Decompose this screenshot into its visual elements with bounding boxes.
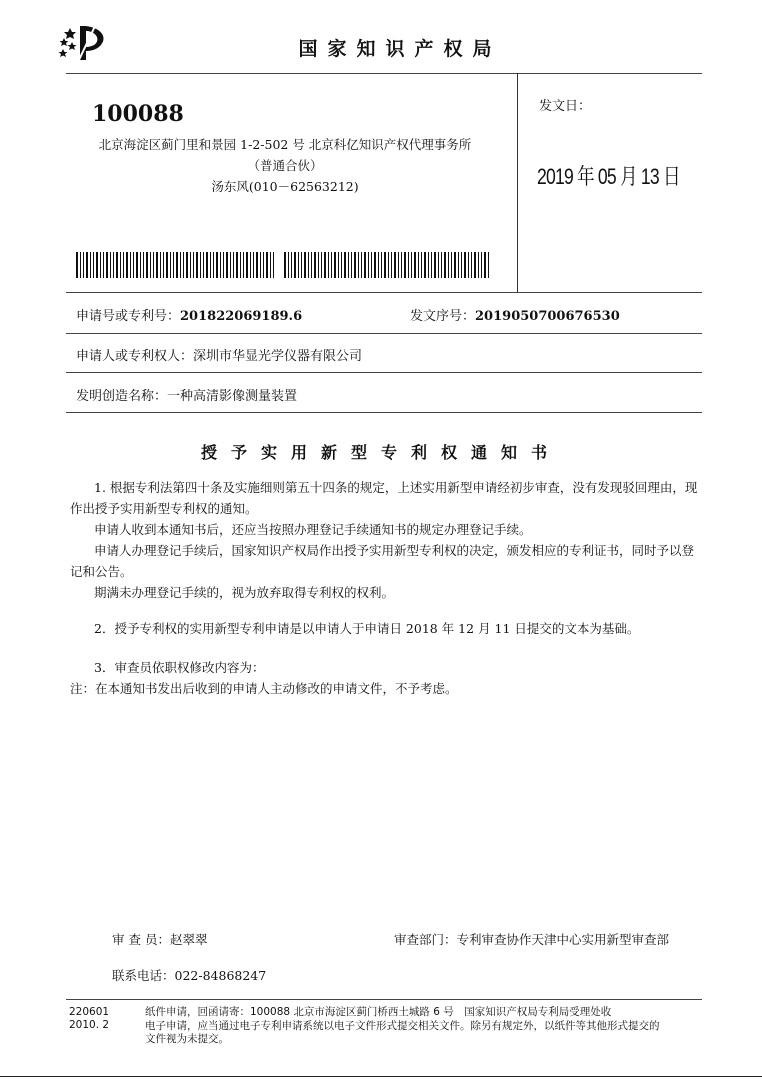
paragraph-3: 申请人办理登记手续后，国家知识产权局作出授予实用新型专利权的决定，颁发相应的专利证书，同时予以登记和公告。	[70, 543, 695, 579]
issue-date-value: 2019 年 05 月 13 日	[537, 164, 680, 189]
applicant-label: 申请人或专利权人：	[76, 349, 194, 364]
application-number-label: 申请号或专利号：	[76, 309, 181, 324]
contact-person: 汤东风(010－62563212)	[211, 179, 359, 194]
postcode: 100088	[92, 101, 184, 127]
form-version: 2010. 2	[69, 1019, 110, 1031]
field-rule-1	[66, 333, 702, 334]
paragraph-4: 期满未办理登记手续的，视为放弃取得专利权的权利。	[94, 585, 395, 600]
invention-title	[76, 385, 297, 404]
applicant-value: 深圳市华显光学仪器有限公司	[193, 349, 363, 364]
examiner: 审 查 员：赵翠翠	[112, 932, 208, 947]
header-bottom-rule	[66, 292, 702, 293]
invention-title-label: 发明创造名称：	[76, 389, 168, 404]
paragraph-5: 2．授予专利权的实用新型专利申请是以申请人于申请日 2018 年 12 月 11 日提交的文本为基础。	[94, 621, 640, 636]
footer-note	[145, 1006, 710, 1047]
address-line2: （普通合伙）	[247, 158, 323, 173]
paragraph-7: 注：在本通知书发出后收到的申请人主动修改的申请文件，不予考虑。	[70, 681, 458, 696]
document-serial-label: 发文序号：	[410, 309, 476, 324]
examining-department: 审查部门：专利审查协作天津中心实用新型审查部	[394, 932, 670, 947]
footer-rule	[66, 999, 702, 1000]
notice-body-2	[70, 618, 705, 639]
footer-line-1: 纸件申请，回函请寄：100088 北京市海淀区蓟门桥西土城路 6 号 国家知识产权局专利局受理处收	[145, 1006, 612, 1018]
barcode-left	[76, 252, 276, 278]
invention-title-value: 一种高清影像测量装置	[167, 389, 298, 404]
header-divider	[517, 73, 518, 292]
issue-date-label: 发文日：	[539, 99, 592, 114]
page-bottom-rule	[0, 1076, 762, 1077]
notice-title: 授予实用新型专利权通知书	[200, 443, 561, 462]
application-number	[76, 305, 302, 324]
applicant	[76, 345, 362, 364]
field-rule-2	[66, 372, 702, 373]
application-number-value: 201822069189.6	[180, 309, 303, 324]
paragraph-1: 1. 根据专利法第四十条及实施细则第五十四条的规定，上述实用新型申请经初步审查，没有发现驳回理由，现作出授予实用新型专利权的通知。	[70, 480, 698, 516]
notice-body	[70, 477, 705, 603]
footer-line-2: 电子申请，应当通过电子专利申请系统以电子文件形式提交相关文件。除另有规定外，以纸件等其他形式提交的	[145, 1019, 660, 1032]
notice-body-3	[70, 657, 705, 699]
document-serial	[410, 305, 620, 324]
contact-phone: 联系电话：022-84868247	[112, 968, 267, 983]
paragraph-6: 3．审查员依职权修改内容为：	[94, 660, 265, 675]
barcode-right	[284, 252, 490, 278]
paragraph-2: 申请人收到本通知书后，还应当按照办理登记手续通知书的规定办理登记手续。	[94, 522, 532, 537]
form-code: 220601	[69, 1006, 110, 1018]
cnipa-logo-icon	[56, 22, 114, 64]
field-rule-3	[66, 412, 702, 413]
footer-line-3: 文件视为未提交。	[145, 1033, 229, 1045]
top-rule	[66, 73, 702, 74]
document-serial-value: 2019050700676530	[475, 309, 620, 324]
office-name: 国家知识产权局	[298, 38, 502, 60]
address-line1: 北京海淀区蓟门里和景园 1-2-502 号 北京科亿知识产权代理事务所	[98, 137, 472, 152]
